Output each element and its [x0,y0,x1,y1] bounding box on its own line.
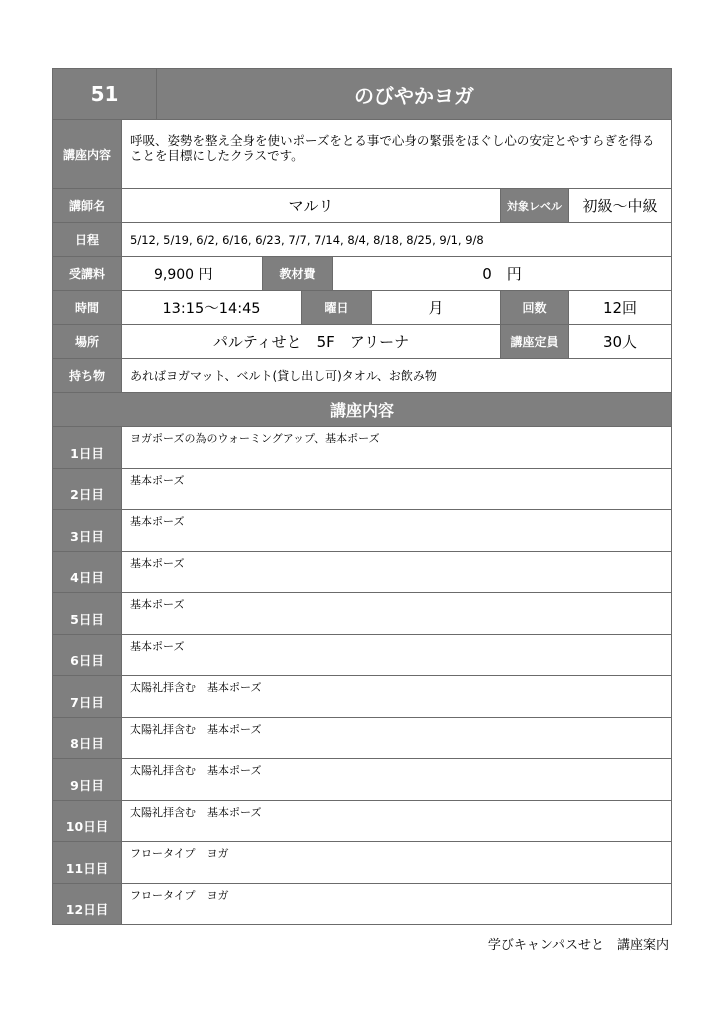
section-header [52,393,672,427]
time-label: 時間 [53,291,121,324]
footer-text: 学びキャンパスせと 講座案内 [487,938,669,953]
session-day-label: 7日目 [53,676,121,717]
content-value: 呼吸、姿勢を整え全身を使いポーズをとる事で心身の緊張をほぐし心の安定とやすらぎを得ることを目標にしたクラスです。 [121,120,671,188]
fee-value: 9,900 円 [121,257,262,290]
time-value: 13:15～14:45 [121,291,301,324]
belongings-value: あればヨガマット、ベルト(貸し出し可)タオル、お飲み物 [121,359,671,392]
content-row [52,120,672,189]
session-content: フロータイプ ヨガ [121,884,671,925]
session-day-label: 5日目 [53,593,121,634]
session-content: 基本ポーズ [121,635,671,676]
level-value: 初級～中級 [568,189,671,222]
session-day-label: 12日目 [53,884,121,925]
place-row [52,325,672,359]
session-day-label: 9日目 [53,759,121,800]
place-label: 場所 [53,325,121,358]
material-label: 教材費 [262,257,332,290]
session-content: 基本ポーズ [121,469,671,510]
place-value: パルティせと 5F アリーナ [121,325,500,358]
capacity-label: 講座定員 [500,325,568,358]
time-row [52,291,672,325]
session-list [52,427,672,925]
weekday-label: 曜日 [301,291,371,324]
course-title: のびやかヨガ [156,69,671,119]
session-day-label: 2日目 [53,469,121,510]
session-content: 太陽礼拝含む 基本ポーズ [121,759,671,800]
belongings-row [52,359,672,393]
session-row [52,635,672,677]
schedule-row [52,223,672,257]
instructor-row [52,189,672,223]
count-label: 回数 [500,291,568,324]
level-label: 対象レベル [500,189,568,222]
session-content: 太陽礼拝含む 基本ポーズ [121,718,671,759]
count-value: 12回 [568,291,671,324]
session-content: 基本ポーズ [121,593,671,634]
session-day-label: 8日目 [53,718,121,759]
session-day-label: 4日目 [53,552,121,593]
session-row [52,676,672,718]
material-value: 0 円 [332,257,671,290]
session-row [52,510,672,552]
content-label: 講座内容 [53,120,121,188]
schedule-value: 5/12, 5/19, 6/2, 6/16, 6/23, 7/7, 7/14, 8/4, 8/18, 8/25, 9/1, 9/8 [121,223,671,256]
belongings-label: 持ち物 [53,359,121,392]
session-content: 基本ポーズ [121,552,671,593]
capacity-value: 30人 [568,325,671,358]
session-row [52,801,672,843]
course-sheet [52,68,672,925]
session-row [52,469,672,511]
session-content: 太陽礼拝含む 基本ポーズ [121,801,671,842]
session-row [52,427,672,469]
title-row [52,68,672,120]
session-content: 太陽礼拝含む 基本ポーズ [121,676,671,717]
session-row [52,759,672,801]
session-content: ヨガポーズの為のウォーミングアップ、基本ポーズ [121,427,671,468]
fee-label: 受講料 [53,257,121,290]
session-row [52,718,672,760]
section-title: 講座内容 [53,393,671,426]
session-day-label: 6日目 [53,635,121,676]
fee-row [52,257,672,291]
session-day-label: 1日目 [53,427,121,468]
session-day-label: 10日目 [53,801,121,842]
session-day-label: 11日目 [53,842,121,883]
instructor-label: 講師名 [53,189,121,222]
session-content: フロータイプ ヨガ [121,842,671,883]
session-row [52,552,672,594]
weekday-value: 月 [371,291,500,324]
instructor-value: マルリ [121,189,500,222]
schedule-label: 日程 [53,223,121,256]
session-row [52,842,672,884]
course-number: 51 [53,69,156,119]
session-row [52,593,672,635]
session-row [52,884,672,926]
session-content: 基本ポーズ [121,510,671,551]
session-day-label: 3日目 [53,510,121,551]
